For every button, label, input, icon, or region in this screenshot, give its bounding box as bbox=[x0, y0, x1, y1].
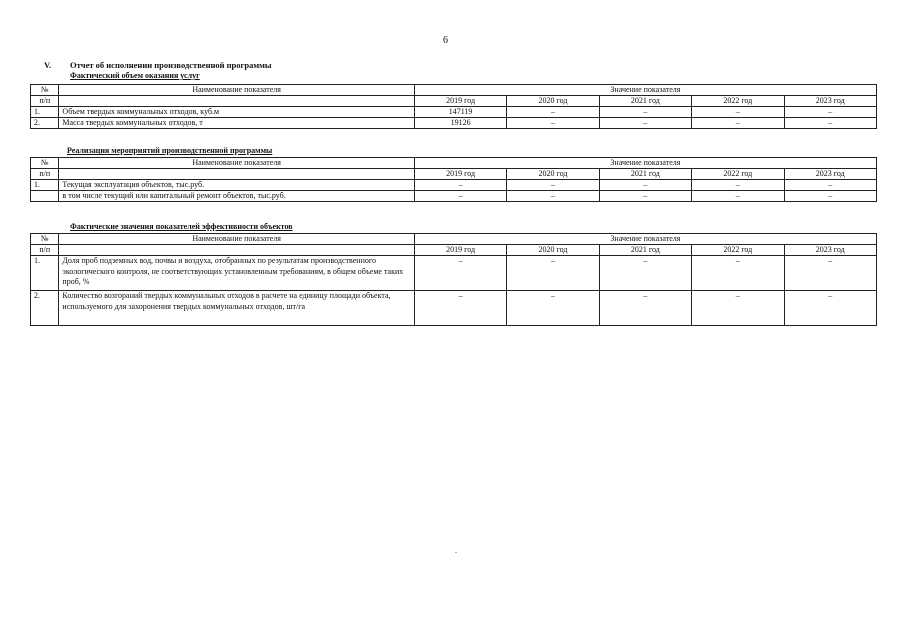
empty-cell bbox=[59, 169, 414, 180]
year-header: 2023 год bbox=[784, 96, 877, 107]
efficiency-indicators-table bbox=[30, 233, 877, 326]
num-header: № bbox=[31, 85, 59, 96]
empty-cell bbox=[59, 245, 414, 256]
year-header: 2022 год bbox=[692, 96, 784, 107]
value-cell: – bbox=[692, 291, 784, 326]
row-name: Количество возгораний твердых коммунальных отходов в расчете на единицу площади объекта, используемого для захоронения твердых коммунальных отходов, шт/га bbox=[59, 291, 414, 326]
empty-cell bbox=[59, 96, 414, 107]
section-roman-numeral: V. bbox=[44, 60, 52, 70]
value-cell: – bbox=[414, 256, 506, 291]
value-cell: – bbox=[599, 191, 691, 202]
row-number: 2. bbox=[31, 291, 59, 326]
value-cell: – bbox=[414, 191, 506, 202]
value-cell: – bbox=[507, 180, 599, 191]
value-cell: – bbox=[692, 180, 784, 191]
value-header: Значение показателя bbox=[414, 234, 876, 245]
row-number: 2. bbox=[31, 118, 59, 129]
value-cell: – bbox=[692, 118, 784, 129]
value-cell: – bbox=[599, 291, 691, 326]
table-header-row bbox=[31, 245, 877, 256]
num-subheader: п/п bbox=[31, 96, 59, 107]
value-cell: – bbox=[784, 256, 877, 291]
year-header: 2020 год bbox=[507, 96, 599, 107]
row-name: Доля проб подземных вод, почвы и воздуха, отобранных по результатам производственного экологического контроля, не соответствующих установленным требованиям, в общем объеме таких проб, % bbox=[59, 256, 414, 291]
year-header: 2023 год bbox=[784, 245, 877, 256]
row-number: 1. bbox=[31, 256, 59, 291]
value-cell: – bbox=[784, 180, 877, 191]
num-subheader: п/п bbox=[31, 245, 59, 256]
row-number bbox=[31, 191, 59, 202]
value-cell: – bbox=[692, 191, 784, 202]
name-header: Наименование показателя bbox=[59, 234, 414, 245]
section-heading bbox=[44, 60, 272, 70]
value-cell: 19126 bbox=[414, 118, 506, 129]
year-header: 2019 год bbox=[414, 96, 506, 107]
section-title: Отчет об исполнении производственной программы bbox=[70, 60, 272, 70]
year-header: 2021 год bbox=[599, 96, 691, 107]
value-cell: – bbox=[784, 107, 877, 118]
table-row bbox=[31, 118, 877, 129]
value-cell: – bbox=[599, 107, 691, 118]
row-number: 1. bbox=[31, 180, 59, 191]
year-header: 2020 год bbox=[507, 245, 599, 256]
value-cell: – bbox=[507, 107, 599, 118]
value-cell: – bbox=[784, 291, 877, 326]
num-subheader: п/п bbox=[31, 169, 59, 180]
year-header: 2019 год bbox=[414, 245, 506, 256]
table-header-row bbox=[31, 96, 877, 107]
value-cell: – bbox=[507, 256, 599, 291]
table-row bbox=[31, 256, 877, 291]
row-name: Текущая эксплуатация объектов, тыс.руб. bbox=[59, 180, 414, 191]
num-header: № bbox=[31, 234, 59, 245]
table-row bbox=[31, 191, 877, 202]
table-row bbox=[31, 180, 877, 191]
value-cell: – bbox=[507, 191, 599, 202]
value-cell: – bbox=[414, 180, 506, 191]
table2-caption: Реализация мероприятий производственной программы bbox=[67, 146, 273, 155]
table-header-row bbox=[31, 234, 877, 245]
table-row bbox=[31, 291, 877, 326]
value-header: Значение показателя bbox=[414, 158, 876, 169]
page-number: 6 bbox=[443, 35, 448, 46]
row-number: 1. bbox=[31, 107, 59, 118]
value-cell: 147119 bbox=[414, 107, 506, 118]
year-header: 2021 год bbox=[599, 169, 691, 180]
value-cell: – bbox=[414, 291, 506, 326]
value-cell: – bbox=[599, 180, 691, 191]
value-cell: – bbox=[599, 256, 691, 291]
year-header: 2022 год bbox=[692, 169, 784, 180]
row-name: Масса твердых коммунальных отходов, т bbox=[59, 118, 414, 129]
value-cell: – bbox=[692, 107, 784, 118]
num-header: № bbox=[31, 158, 59, 169]
year-header: 2019 год bbox=[414, 169, 506, 180]
table-row bbox=[31, 107, 877, 118]
table-header-row bbox=[31, 85, 877, 96]
year-header: 2021 год bbox=[599, 245, 691, 256]
year-header: 2020 год bbox=[507, 169, 599, 180]
value-header: Значение показателя bbox=[414, 85, 876, 96]
name-header: Наименование показателя bbox=[59, 158, 414, 169]
table-header-row bbox=[31, 169, 877, 180]
value-cell: – bbox=[599, 118, 691, 129]
row-name: Объем твердых коммунальных отходов, куб.м bbox=[59, 107, 414, 118]
scan-speck bbox=[455, 552, 457, 553]
name-header: Наименование показателя bbox=[59, 85, 414, 96]
table1-caption: Фактический объем оказания услуг bbox=[70, 71, 200, 80]
table3-caption: Фактические значения показателей эффективности объектов bbox=[70, 222, 293, 231]
row-name: в том числе текущий или капитальный ремонт объектов, тыс.руб. bbox=[59, 191, 414, 202]
value-cell: – bbox=[507, 291, 599, 326]
program-activities-table bbox=[30, 157, 877, 202]
table-header-row bbox=[31, 158, 877, 169]
services-volume-table bbox=[30, 84, 877, 129]
year-header: 2023 год bbox=[784, 169, 877, 180]
year-header: 2022 год bbox=[692, 245, 784, 256]
value-cell: – bbox=[784, 118, 877, 129]
value-cell: – bbox=[692, 256, 784, 291]
value-cell: – bbox=[507, 118, 599, 129]
value-cell: – bbox=[784, 191, 877, 202]
